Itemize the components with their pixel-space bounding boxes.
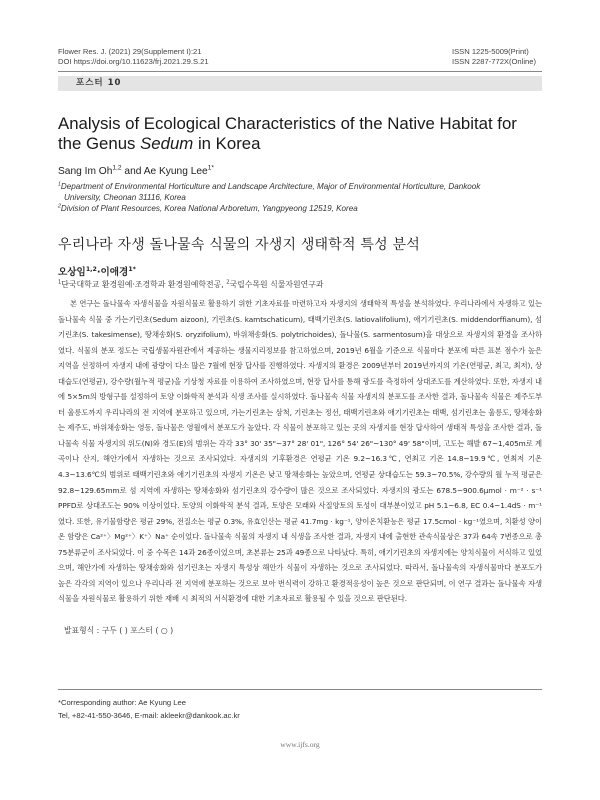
paper-title	[58, 114, 558, 154]
correspondence	[58, 696, 240, 722]
footnote-rule	[58, 689, 542, 690]
korean-author-list	[58, 264, 136, 278]
affiliation-2	[58, 203, 538, 214]
author-connector: and	[121, 166, 144, 177]
korean-author-1-sup: 1,2	[85, 265, 97, 273]
abstract	[58, 296, 542, 607]
korean-author-1: 오상임	[58, 267, 86, 278]
korean-author-2: 이애경	[100, 267, 129, 278]
journal-citation	[58, 47, 209, 67]
author-1-sup: 1,2	[112, 164, 122, 172]
presentation-format: 발표형식 : 구두 ( ) 포스터 ( ○ )	[64, 626, 174, 635]
affil-2-line1: Division of Plant Resources, Korea National Arboretum, Yangpyeong 12519, Korea	[60, 204, 358, 214]
korean-affil-1: 단국대학교 환경원예·조경학과 환경원예학전공,	[61, 280, 227, 289]
author-list	[58, 166, 214, 177]
title-line2-prefix: the Genus	[58, 134, 141, 153]
title-genus: Sedum	[140, 134, 194, 153]
doi-line[interactable]: DOI https://doi.org/10.11623/frj.2021.29.S.21	[58, 57, 209, 66]
affil-1-num: 1	[58, 181, 61, 188]
author-2-sup: 1*	[207, 164, 214, 172]
affiliation-1-cont: University, Cheonan 31116, Korea	[64, 193, 186, 203]
author-1: Sang Im Oh	[58, 166, 113, 177]
korean-affiliations	[58, 279, 324, 290]
abstract-text: 본 연구는 돌나물속 자생식물을 자원식물로 활용하기 위한 기초자료를 마련하고자 자생지의 생태학적 특성을 분석하였다. 우리나라에서 자생하고 있는 돌나물속 식물 중 가는기린초(Sedum aizoon), 기린초(S. kamtschaticum), 태백기린초(S. latiovalifolium), 애기기린초(S. middendorffianum), 섬기린초(S. takesimense), 땅채송화(S. oryzifolium), 바위채송화(S. polytrichoides), 돌나물(S. sarmentosum)을 대상으로 자생지의 환경을 조사하였다. 식물의 분포 정도는 국립생물자원관에서 제공하는 생물지리정보를 참고하였으며, 2019년 6월을 기준으로 식물마다 분포에 따른 표본 점수가 높은 지역을 선정하여 자생지 내에 광량이 다소 많은 7월에 현장 답사를 진행하였다. 자생지의 환경은 2009년부터 2019년까지의 기온(연평균, 최고, 최저), 상대습도(연평균), 강수량(월누적 평균)을 기상청 자료를 이용하여 조사하였으며, 현장 답사를 통해 광도를 측정하여 상대조도를 계산하였다. 또한, 자생지 내에 5×5m의 방형구를 설정하여 토양 이화학적 분석과 식생 조사를 실시하였다. 돌나물속 식물 자생지의 분포도를 조사한 결과, 돌나물속 식물은 제주도부터 울릉도까지 우리나라의 전 지역에 분포하고 있으며, 가는기린초는 삼척, 기린초는 정선, 태백기린초와 애기기린초는 태백, 섬기린초는 울릉도, 땅채송화는 제주도, 바위채송화는 영동, 돌나물은 영월에서 분포도가 높았다. 각 식물이 분포하고 있는 곳의 자생지를 현장 답사하여 생태적 특성을 조사한 결과, 돌나물속 식물 자생지의 위도(N)와 경도(E)의 범위는 각각 33° 30' 35"~37° 28' 01", 126° 54' 26"~130° 49' 58"이며, 고도는 해발 67~1,405m로 계곡이나 산지, 해안가에서 자생하는 것으로 조사되었다. 자생지의 기후환경은 연평균 기온 9.2~16.3℃, 연최고 기온 14.8~19.9℃, 연최저 기온 4.3~13.6℃의 범위로 태백기린초와 애기기린초의 자생지 기온은 낮고 땅채송화는 높았으며, 연평균 상대습도는 59.3~70.5%, 강수량의 월 누적 평균은 92.8~129.65mm로 섬 지역에 자생하는 땅채송화와 섬기린초의 강수량이 많은 것으로 조사되었다. 자생지의 광도는 678.5~900.6μmol · m⁻² · s⁻¹ PPFD로 상대조도는 90% 이상이었다. 토양의 이화학적 분석 결과, 토양은 모래와 사질양토의 토성이 대부분이었고 pH 5.1~6.8, EC 0.4~1.4dS · m⁻¹였다. 또한, 유기물함량은 평균 29%, 전질소는 평균 0.3%, 유효인산는 평균 41.7mg · kg⁻¹, 양이온치환능은 평균 17.5cmol · kg⁻¹였으며, 치환성 양이온 함량은 Ca²⁺〉Mg²⁺〉K⁺〉Na⁺ 순이었다. 돌나물속 식물의 자생지 내 식생을 조사한 결과, 자생지 내에 출현한 관속식물상은 37과 64속 7변종으로 총 75분류군이 조사되었다. 이 중 수목은 14과 26종이었으며, 초본류는 25과 49종으로 나타났다. 특히, 애기기린초의 자생지에는 양치식물이 서식하고 있었으며, 해안가에 자생하는 땅채송화와 섬기린초는 자생지 특성상 해안가 식물이 자생하는 것으로 조사되었다. 따라서, 돌나물속의 자생식물마다 분포도가 높은 각각의 지역이 있으나 우리나라 전 지역에 분포하는 것으로 보아 번식력이 강하고 환경적응성이 높은 것으로 판단되며, 이 연구 결과는 돌나물속 자생식물을 자원식물로 활용하기 위한 재배 시 최적의 서식환경에 대한 기초자료로 활용될 수 있을 것으로 판단된다.	[58, 299, 542, 604]
title-line1: Analysis of Ecological Characteristics of the Native Habitat for	[58, 114, 517, 133]
korean-affil-1-num: 1	[58, 279, 62, 286]
affil-1-line1: Department of Environmental Horticulture and Landscape Architecture, Major of Environmental Horticulture, Dankook	[60, 182, 481, 191]
issn-print: ISSN 1225-5009(Print)	[452, 47, 529, 56]
section-label: 포스터 10	[76, 78, 122, 88]
affiliation-1	[58, 181, 538, 192]
affil-2-num: 2	[58, 203, 61, 210]
korean-affil-2-num: 2	[226, 279, 230, 286]
issn-block	[452, 47, 536, 67]
header-rule	[58, 71, 542, 72]
title-line2-suffix: in Korea	[193, 134, 261, 153]
korean-author-2-sup: 1*	[128, 265, 136, 273]
issn-online: ISSN 2287-772X(Online)	[452, 57, 536, 66]
footer-website[interactable]: www.ijfs.org	[280, 740, 320, 749]
corresponding-author: *Corresponding author: Ae Kyung Lee	[58, 698, 186, 707]
affiliations	[58, 181, 538, 215]
korean-title: 우리나라 자생 돌나물속 식물의 자생지 생태학적 특성 분석	[58, 237, 420, 253]
corresponding-contact: Tel, +82-41-550-3646, E-mail: akleekr@dankook.ac.kr	[58, 711, 240, 720]
journal-line: Flower Res. J. (2021) 29(Supplement I):21	[58, 47, 202, 56]
section-badge	[58, 76, 542, 91]
author-2: Ae Kyung Lee	[143, 166, 208, 177]
korean-affil-2: 국립수목원 식물자원연구과	[229, 280, 324, 289]
korean-author-sep: ·	[96, 267, 101, 278]
